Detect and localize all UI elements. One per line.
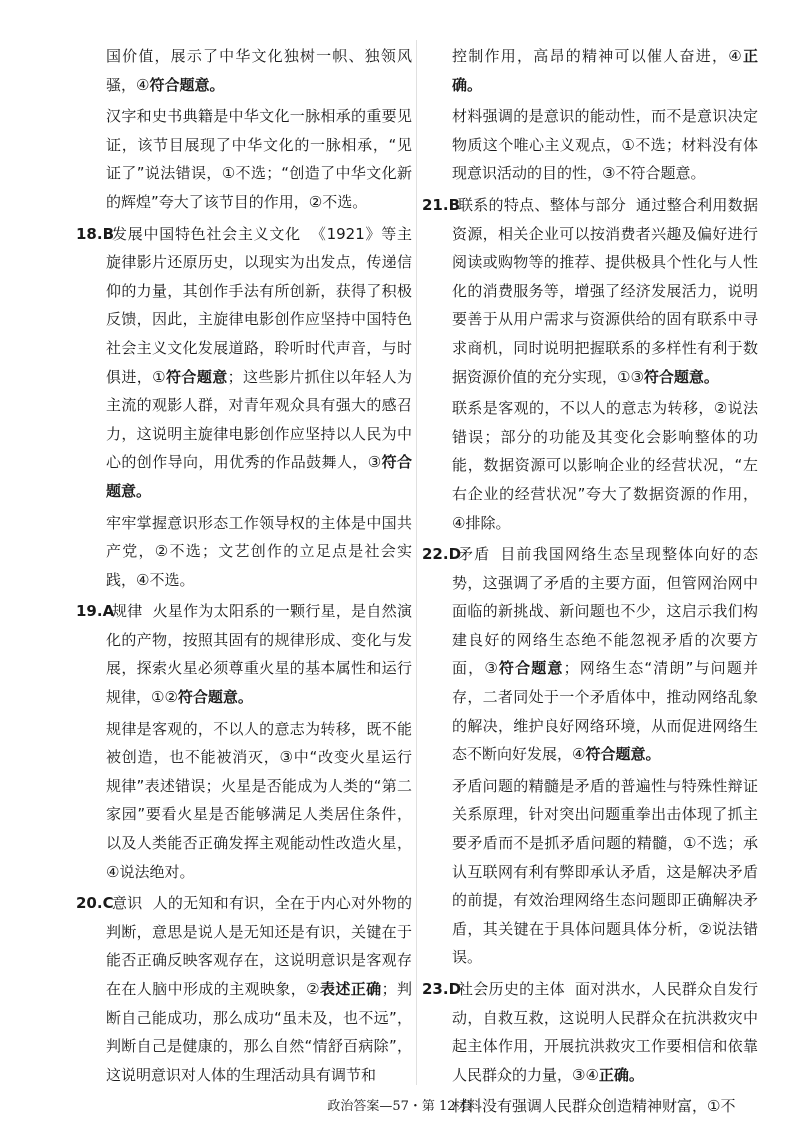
keyword: 发展中国特色社会主义文化 [112,224,301,243]
paragraph: 联系是客观的，不以人的意志为转移，②说法错误；部分的功能及其变化会影响整体的功能，数据资源可以影响企业的经营状况，“左右企业的经营状况”夸大了数据资源的作用，④排除。 [452,399,758,532]
text: 人的无知和有识，全在于内心对外物的判断，意思是说人是无知还是有识，关键在于能否正确反映客观存在，这说明意识是客观存在在人脑中形成的主观映象，② [106,894,412,998]
verdict-text: 符合题意 [166,367,228,386]
answer-item-21 [422,191,758,537]
item-number: 18.B [76,224,115,243]
verdict-text: 正确。 [598,1065,644,1084]
keyword: 意识 [112,894,143,913]
answer-item-18 [76,220,412,595]
text: 通过整合利用数据资源，相关企业可以按消费者兴趣及偏好进行阅读或购物等的推荐、提供极具个性化与人性化的消费服务等，增强了经济发展活力，说明要善于从用户需求与资源供给的固有联系中寻求商机，同时说明把握联系的多样性有利于数据资源价值的充分实现，①③ [452,195,758,386]
answer-item-20 [76,889,412,1089]
paragraph: 矛盾问题的精髓是矛盾的普遍性与特殊性辩证关系原理，针对突出问题重拳出击体现了抓主要矛盾而不是抓矛盾问题的精髓，①不选；承认互联网有利有弊即承认矛盾，这是解决矛盾的前提，有效治理网络生态问题即正确解决矛盾，其关键在于具体问题具体分析，②说法错误。 [452,776,758,967]
paragraph [422,191,758,391]
keyword: 矛盾 [458,545,491,564]
verdict-text: 符合题意。 [106,453,412,500]
text: 面对洪水，人民群众自发行动，自救互救，这说明人民群众在抗洪救灾中起主体作用，开展抗洪救灾工作要相信和依靠人民群众的力量，③④ [452,980,758,1084]
item-number: 20.C [76,894,114,913]
left-column [76,42,412,1092]
right-column [422,42,758,1124]
paragraph [422,540,758,769]
page-footer: 政治答案—57・第 12 套 [327,1099,473,1114]
text: ；网络生态“清朗”与问题并存，二者同处于一个矛盾体中，推动网络乱象的解决，维护良好网络环境，从而促进网络生态不断向好发展，④ [452,659,758,764]
paragraph [76,889,412,1089]
verdict-text: 符合题意。 [585,745,661,764]
item-number: 19.A [76,602,115,621]
text: 目前我国网络生态呈现整体向好的态势，这强调了矛盾的主要方面，但管网治网中面临的新挑战、新问题也不少，这启示我们构建良好的网络生态绝不能忽视矛盾的次要方面，③ [452,545,758,678]
verdict-text: 符合题意。 [177,688,253,707]
paragraph: 规律是客观的，不以人的意志为转移，既不能被创造，也不能被消灭，③中“改变火星运行规律”表述错误；火星是否能成为人类的“第二家园”要看火星是否能够满足人类居住条件，以及人类能否正确发挥主观能动性改造火星，④说法绝对。 [106,719,412,881]
verdict-text: 符合题意。 [643,367,719,386]
item-number: 23.D [422,980,462,998]
text: 火星作为太阳系的一颗行星，是自然演化的产物，按照其固有的规律形成、变化与发展，探索火星必须尊重火星的基本属性和运行规律，①② [106,602,412,707]
text: 国价值，展示了中华文化独树一帜、独领风骚，④ [106,47,412,94]
text: ；判断自己能成功，那么成功“虽未及，也不远”，判断自己是健康的，那么自然“情舒百病除”，这说明意识对人体的生理活动具有调节和 [106,980,412,1084]
paragraph: 材料没有强调人民群众创造精神财富，①不 [452,1097,736,1116]
paragraph: 牢牢掌握意识形态工作领导权的主体是中国共产党，②不选；文艺创作的立足点是社会实践，④不选。 [106,513,412,589]
paragraph [76,597,412,711]
item-number: 22.D [422,545,462,564]
text: 控制作用，高昂的精神可以催人奋进，④ [452,47,743,65]
item-number: 21.B [422,195,461,214]
answer-item-19 [76,597,412,886]
keyword: 社会历史的主体 [458,980,565,998]
verdict-text: 符合题意 [498,659,564,678]
verdict-text: 符合题意。 [149,75,225,94]
paragraph [422,42,758,99]
paragraph: 汉字和史书典籍是中华文化一脉相承的重要见证，该节目展现了中华文化的一脉相承，“见证了”说法错误，①不选；“创造了中华文化新的辉煌”夸大了该节目的作用，②不选。 [106,107,412,211]
column-divider [416,40,417,1085]
answer-item-22 [422,540,758,972]
keyword: 规律 [112,602,143,621]
text: 《1921》等主旋律影片还原历史，以现实为出发点，传递信仰的力量，其创作手法有所创新，获得了积极反馈，因此，主旋律电影创作应坚持中国特色社会主义文化发展道路，聆听时代声音，与时俱进，① [106,224,412,386]
paragraph [422,975,758,1089]
paragraph: 材料强调的是意识的能动性，而不是意识决定物质这个唯心主义观点，①不选；材料没有体现意识活动的目的性，③不符合题意。 [452,107,758,183]
paragraph [76,220,412,506]
verdict-text: 表述正确 [320,980,382,998]
verdict-text: 正确。 [452,47,758,94]
keyword: 联系的特点、整体与部分 [458,195,627,214]
paragraph [76,42,412,99]
text: ；这些影片抓住以年轻人为主流的观影人群，对青年观众具有强大的感召力，这说明主旋律电影创作应坚持以人民为中心的创作导向，用优秀的作品鼓舞人，③ [106,367,412,472]
